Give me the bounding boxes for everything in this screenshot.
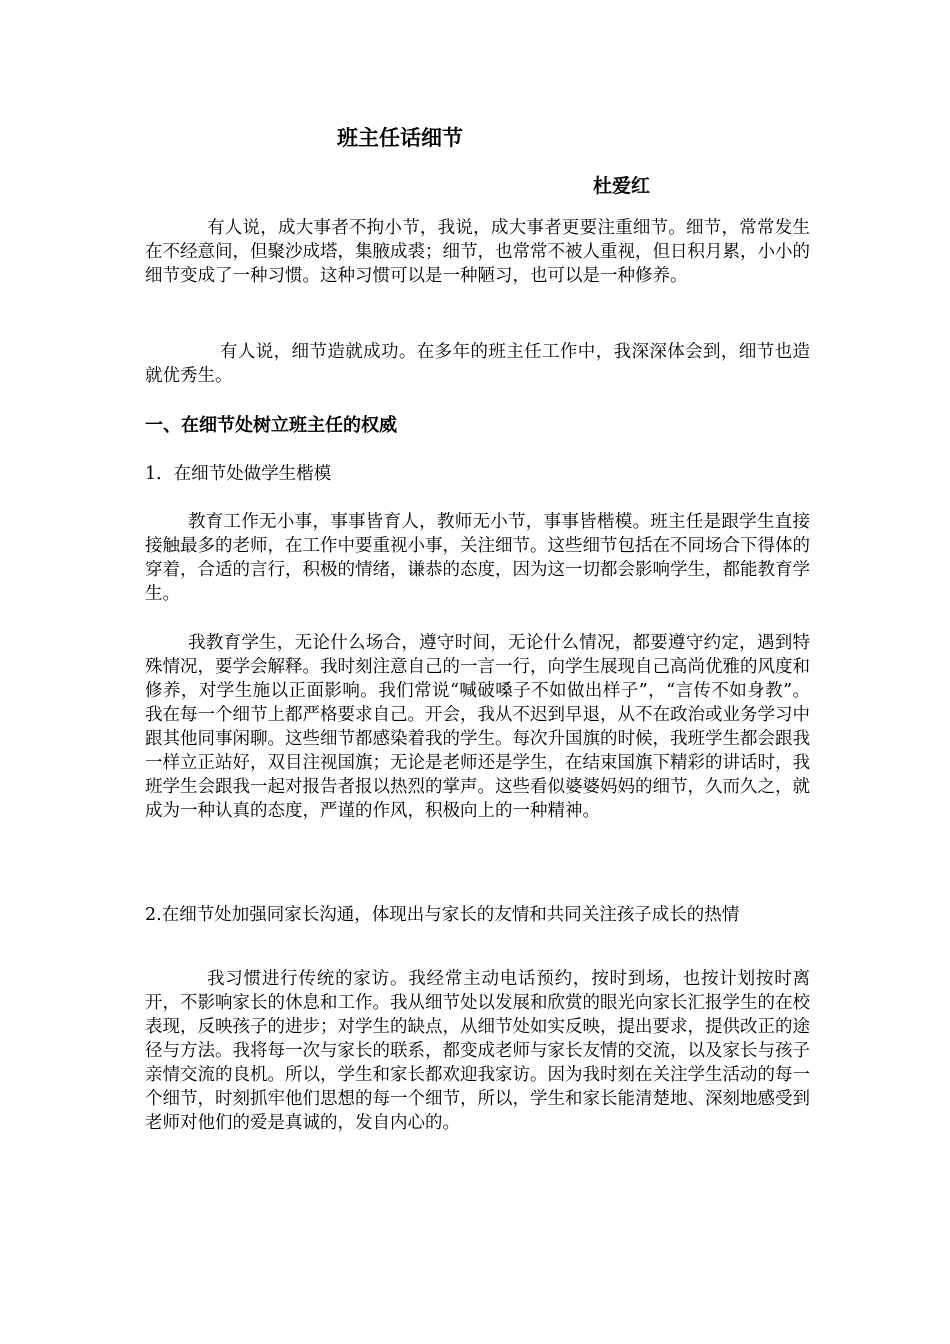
subsection-1-paragraph-1: 教育工作无小事，事事皆育人，教师无小节，事事皆楷模。班主任是跟学生直接接触最多的老师，在工作中要重视小事，关注细节。这些细节包括在不同场合下得体的穿着，合适的言行，积极的情绪，谦恭的态度，因为这一切都会影响学生，都能教育学生。 <box>145 512 810 604</box>
subsection-2-paragraph-1: 我习惯进行传统的家访。我经常主动电话预约，按时到场，也按计划按时离开，不影响家长的休息和工作。我从细节处以发展和欣赏的眼光向家长汇报学生的在校表现，反映孩子的进步；对学生的缺点，从细节处如实反映，提出要求，提供改正的途径与方法。我将每一次与家长的联系，都变成老师与家长友情的交流，以及家长与孩子亲情交流的良机。所以，学生和家长都欢迎我家访。因为我时刻在关注学生活动的每一个细节，时刻抓牢他们思想的每一个细节，所以，学生和家长能清楚地、深刻地感受到老师对他们的爱是真诚的，发自内心的。 <box>145 969 810 1133</box>
subsection-2-heading: 2.在细节处加强同家长沟通，体现出与家长的友情和共同关注孩子成长的热情 <box>145 905 740 925</box>
document-title: 班主任话细节 <box>337 126 463 150</box>
document-author: 杜爱红 <box>593 175 651 197</box>
subsection-1-paragraph-2: 我教育学生，无论什么场合，遵守时间，无论什么情况，都要遵守约定，遇到特殊情况，要学会解释。我时刻注意自己的一言一行，向学生展现自己高尚优雅的风度和修养，对学生施以正面影响。我们常说“喊破嗓子不如做出样子”，“言传不如身教”。我在每一个细节上都严格要求自己。开会，我从不迟到早退，从不在政治或业务学习中跟其他同事闲聊。这些细节都感染着我的学生。每次升国旗的时候，我班学生都会跟我一样立正站好，双目注视国旗；无论是老师还是学生，在结束国旗下精彩的讲话时，我班学生会跟我一起对报告者报以热烈的掌声。这些看似婆婆妈妈的细节，久而久之，就成为一种认真的态度，严谨的作风，积极向上的一种精神。 <box>145 633 810 821</box>
intro-paragraph-2: 有人说，细节造就成功。在多年的班主任工作中，我深深体会到，细节也造就优秀生。 <box>145 342 810 386</box>
subsection-1-heading: 1．在细节处做学生楷模 <box>145 464 332 484</box>
section-1-heading: 一、在细节处树立班主任的权威 <box>145 415 397 436</box>
intro-paragraph-1: 有人说，成大事者不拘小节，我说，成大事者更要注重细节。细节，常常发生在不经意间，但聚沙成塔，集腋成裘；细节，也常常不被人重视，但日积月累，小小的细节变成了一种习惯。这种习惯可以是一种陋习，也可以是一种修养。 <box>145 218 810 286</box>
